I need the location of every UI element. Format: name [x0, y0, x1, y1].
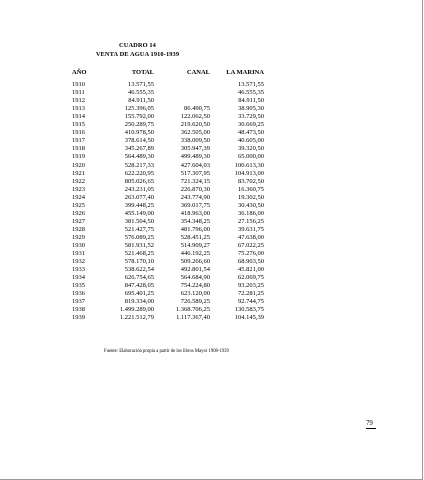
la-marina-cell: 33.729,50 [238, 113, 264, 121]
table-row [72, 314, 264, 322]
canal-cell: 1.117.367,40 [176, 314, 210, 322]
year-cell: 1925 [72, 201, 85, 209]
total-cell: 528.217,33 [124, 161, 154, 169]
la-marina-cell: 46.555,35 [238, 89, 264, 97]
canal-cell: 243.774,90 [180, 193, 210, 201]
year-cell: 1920 [72, 161, 85, 169]
la-marina-cell: 36.186,00 [238, 209, 264, 217]
la-marina-cell: 39.320,50 [238, 145, 264, 153]
la-marina-cell: 27.156,25 [238, 217, 264, 225]
table-header-row [72, 69, 264, 81]
year-cell: 1914 [72, 113, 85, 121]
total-cell: 578.170,10 [124, 258, 154, 266]
la-marina-cell: 68.903,50 [238, 258, 264, 266]
page-number: 79 [366, 420, 373, 427]
canal-cell: 514.909,27 [180, 241, 210, 249]
total-cell: 125.396,05 [124, 105, 154, 113]
canal-cell: 726.589,25 [180, 298, 210, 306]
total-cell: 581.931,52 [124, 241, 154, 249]
table-title: VENTA DE AGUA 1910-1939 [95, 51, 180, 58]
total-cell: 847.428,05 [124, 282, 154, 290]
total-cell: 1.499.289,00 [119, 306, 154, 314]
total-cell: 622.220,95 [124, 169, 154, 177]
canal-cell: 492.801,54 [180, 266, 210, 274]
total-cell: 381.504,50 [124, 217, 154, 225]
table-row [72, 153, 264, 161]
total-cell: 243.231,05 [124, 185, 154, 193]
table-row [72, 89, 264, 97]
total-cell: 626.754,65 [124, 274, 154, 282]
table-row [72, 258, 264, 266]
table-row [72, 274, 264, 282]
canal-cell: 564.684,90 [180, 274, 210, 282]
la-marina-cell: 47.638,00 [238, 233, 264, 241]
la-marina-cell: 39.631,75 [238, 225, 264, 233]
la-marina-cell: 104.145,39 [234, 314, 264, 322]
table-row [72, 202, 264, 210]
canal-cell: 226.870,30 [180, 185, 210, 193]
water-sales-table [72, 69, 264, 322]
table-row [72, 250, 264, 258]
canal-cell [154, 89, 210, 97]
total-cell: 13.571,55 [128, 81, 154, 89]
la-marina-cell: 45.821,00 [238, 266, 264, 274]
canal-cell [154, 81, 210, 89]
table-row [72, 298, 264, 306]
la-marina-cell: 13.571,55 [238, 81, 264, 89]
table-row [72, 306, 264, 314]
la-marina-cell: 92.744,75 [238, 298, 264, 306]
year-cell: 1930 [72, 241, 85, 249]
year-cell: 1924 [72, 193, 85, 201]
total-cell: 521.427,75 [124, 225, 154, 233]
table-row [72, 266, 264, 274]
la-marina-cell: 30.669,25 [238, 121, 264, 129]
la-marina-cell: 62.069,75 [238, 274, 264, 282]
total-cell: 345.267,89 [124, 145, 154, 153]
source-note: Fuente: Elaboración propia a partir de los libros Mayor 1908-1939 [104, 349, 229, 354]
la-marina-cell: 100.613,30 [234, 161, 264, 169]
total-cell: 819.334,00 [124, 298, 154, 306]
la-marina-cell: 75.276,00 [238, 250, 264, 258]
canal-cell: 305.947,39 [180, 145, 210, 153]
year-cell: 1919 [72, 153, 85, 161]
table-row [72, 290, 264, 298]
la-marina-cell: 30.430,50 [238, 201, 264, 209]
table-row [72, 129, 264, 137]
year-cell: 1923 [72, 185, 85, 193]
table-row [72, 178, 264, 186]
year-cell: 1931 [72, 250, 85, 258]
total-cell: 695.401,25 [124, 290, 154, 298]
table-row [72, 105, 264, 113]
canal-cell: 362.505,00 [180, 129, 210, 137]
la-marina-cell: 93.203,25 [238, 282, 264, 290]
canal-cell: 354.348,25 [180, 217, 210, 225]
table-number: CUADRO 14 [119, 42, 156, 49]
year-cell: 1910 [72, 81, 85, 89]
total-cell: 455.149,00 [124, 209, 154, 217]
total-cell: 378.614,50 [124, 137, 154, 145]
table-row [72, 81, 264, 89]
canal-cell: 219.620,50 [180, 121, 210, 129]
year-cell: 1916 [72, 129, 85, 137]
la-marina-cell: 38.905,30 [238, 105, 264, 113]
year-cell: 1917 [72, 137, 85, 145]
canal-cell: 517.307,95 [180, 169, 210, 177]
canal-cell: 623.120,00 [180, 290, 210, 298]
table-row [72, 186, 264, 194]
canal-cell: 509.266,60 [180, 258, 210, 266]
canal-cell: 427.604,03 [180, 161, 210, 169]
canal-cell: 721.324,15 [180, 177, 210, 185]
column-header-la-marina: LA MARINA [226, 69, 264, 76]
column-header-year: AÑO [72, 69, 87, 76]
la-marina-cell: 84.911,50 [238, 97, 264, 105]
canal-cell [154, 97, 210, 105]
column-header-canal: CANAL [186, 69, 210, 76]
canal-cell: 1.368.706,25 [175, 306, 210, 314]
year-cell: 1911 [72, 89, 85, 97]
canal-cell: 481.796,00 [180, 225, 210, 233]
canal-cell: 418.963,00 [180, 209, 210, 217]
total-cell: 46.555,35 [128, 89, 154, 97]
table-row [72, 137, 264, 145]
year-cell: 1936 [72, 290, 85, 298]
table-row [72, 97, 264, 105]
total-cell: 521.468,25 [124, 250, 154, 258]
canal-cell: 754.224,80 [180, 282, 210, 290]
year-cell: 1929 [72, 233, 85, 241]
la-marina-cell: 67.022,25 [238, 241, 264, 249]
year-cell: 1915 [72, 121, 85, 129]
year-cell: 1913 [72, 105, 85, 113]
canal-cell: 338.009,50 [180, 137, 210, 145]
year-cell: 1938 [72, 306, 85, 314]
table-row [72, 170, 264, 178]
table-row [72, 194, 264, 202]
year-cell: 1921 [72, 169, 85, 177]
canal-cell: 122.062,50 [180, 113, 210, 121]
total-cell: 410.978,50 [124, 129, 154, 137]
la-marina-cell: 104.913,00 [234, 169, 264, 177]
total-cell: 564.489,30 [124, 153, 154, 161]
table-row [72, 121, 264, 129]
table-row [72, 210, 264, 218]
table-row [72, 145, 264, 153]
year-cell: 1926 [72, 209, 85, 217]
table-body [72, 81, 264, 322]
la-marina-cell: 72.281,25 [238, 290, 264, 298]
year-cell: 1922 [72, 177, 85, 185]
page-number-underline [366, 428, 376, 429]
la-marina-cell: 130.583,75 [234, 306, 264, 314]
la-marina-cell: 83.702,50 [238, 177, 264, 185]
year-cell: 1937 [72, 298, 85, 306]
year-cell: 1933 [72, 266, 85, 274]
la-marina-cell: 16.360,75 [238, 185, 264, 193]
year-cell: 1918 [72, 145, 85, 153]
total-cell: 155.792,00 [124, 113, 154, 121]
table-row [72, 282, 264, 290]
canal-cell: 446.192,25 [180, 250, 210, 258]
table-row [72, 234, 264, 242]
canal-cell: 528.451,25 [180, 233, 210, 241]
total-cell: 1.221.512,79 [119, 314, 154, 322]
la-marina-cell: 48.473,50 [238, 129, 264, 137]
year-cell: 1912 [72, 97, 85, 105]
table-row [72, 226, 264, 234]
la-marina-cell: 65.000,00 [238, 153, 264, 161]
table-row [72, 242, 264, 250]
la-marina-cell: 40.605,00 [238, 137, 264, 145]
year-cell: 1935 [72, 282, 85, 290]
total-cell: 263.077,40 [124, 193, 154, 201]
year-cell: 1928 [72, 225, 85, 233]
total-cell: 576.089,25 [124, 233, 154, 241]
table-row [72, 113, 264, 121]
year-cell: 1934 [72, 274, 85, 282]
canal-cell: 499.489,30 [180, 153, 210, 161]
total-cell: 805.026,65 [124, 177, 154, 185]
column-header-total: TOTAL [131, 69, 154, 76]
canal-cell: 369.017,75 [180, 201, 210, 209]
year-cell: 1939 [72, 314, 85, 322]
total-cell: 250.289,75 [124, 121, 154, 129]
total-cell: 399.448,25 [124, 201, 154, 209]
total-cell: 84.911,50 [128, 97, 154, 105]
canal-cell: 86.490,75 [184, 105, 210, 113]
la-marina-cell: 19.302,50 [238, 193, 264, 201]
total-cell: 538.622,54 [124, 266, 154, 274]
table-row [72, 218, 264, 226]
year-cell: 1932 [72, 258, 85, 266]
year-cell: 1927 [72, 217, 85, 225]
table-row [72, 162, 264, 170]
